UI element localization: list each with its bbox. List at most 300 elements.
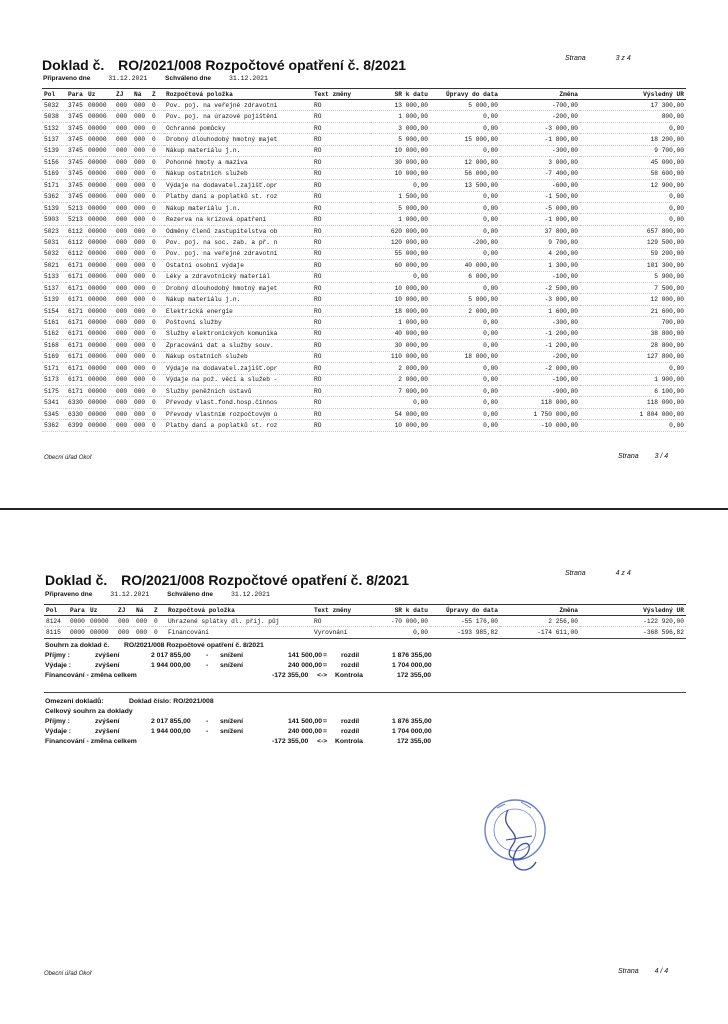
table-cell: 0,00	[430, 340, 500, 351]
table-cell: 000	[114, 374, 132, 385]
table-cell: 0	[150, 363, 164, 374]
table-cell: 00000	[86, 397, 114, 408]
table-cell: RO	[312, 122, 370, 133]
table-cell: 000	[114, 294, 132, 305]
table-cell: 6171	[66, 260, 86, 271]
table-cell: 3745	[66, 145, 86, 156]
table-cell: 00000	[86, 100, 114, 111]
table-cell: 1 500,00	[370, 191, 430, 202]
table-cell: -10 000,00	[500, 420, 580, 431]
table-row	[42, 168, 686, 179]
table-cell: Drobný dlouhodobý hmotný majet	[164, 134, 312, 145]
table-cell: 000	[132, 317, 150, 328]
table-cell: 000	[114, 145, 132, 156]
table-row	[42, 111, 686, 122]
table-cell: RO	[312, 248, 370, 259]
table-cell: 54 000,00	[370, 408, 430, 419]
table-cell: 000	[132, 385, 150, 396]
table-cell: Nákup ostatních služeb	[164, 168, 312, 179]
table-cell: 0	[150, 145, 164, 156]
table-cell: Drobný dlouhodobý hmotný majet	[164, 283, 312, 294]
table-cell: 000	[132, 214, 150, 225]
table-cell: 5903	[42, 214, 66, 225]
table-cell: 0	[150, 168, 164, 179]
table-cell: 5171	[42, 180, 66, 191]
table-cell: Uhrazené splátky dl. přij. půj	[166, 616, 312, 627]
table-cell: 6171	[66, 328, 86, 339]
table-cell: 000	[132, 363, 150, 374]
table-cell: 00000	[86, 283, 114, 294]
table-cell: 15 000,00	[430, 134, 500, 145]
table-cell: 620 000,00	[370, 225, 430, 236]
table-cell: Výdaje na pož. věcí a služeb -	[164, 374, 312, 385]
table-cell: 00000	[86, 305, 114, 316]
table-cell: 37 800,00	[500, 225, 580, 236]
table-cell: 000	[132, 351, 150, 362]
table-cell: RO	[312, 214, 370, 225]
table-cell: 000	[114, 225, 132, 236]
table-row	[42, 351, 686, 362]
document-title	[42, 57, 406, 73]
table-cell: -200,00	[500, 111, 580, 122]
table-cell: RO	[312, 374, 370, 385]
table-cell: RO	[312, 363, 370, 374]
title-number: RO/2021/008 Rozpočtové opatření č. 8/2021	[121, 572, 410, 588]
table-cell: 118 000,00	[580, 397, 686, 408]
table-cell: -55 176,00	[430, 616, 500, 627]
table-cell: 5154	[42, 305, 66, 316]
column-header: SR k datu	[370, 605, 430, 616]
table-cell: 6399	[66, 420, 86, 431]
table-cell: 00000	[86, 351, 114, 362]
table-cell: 1 000,00	[370, 111, 430, 122]
table-cell: 000	[114, 248, 132, 259]
table-cell: Nákup materiálu j.n.	[164, 202, 312, 213]
approved-label: Schváleno dne	[165, 75, 212, 82]
column-header: Z	[150, 89, 164, 100]
table-cell: 0,00	[430, 317, 500, 328]
table-cell: Výdaje na dodavatel.zajišť.opr	[164, 363, 312, 374]
table-cell: -70 000,00	[370, 616, 430, 627]
table-cell: 30 000,00	[370, 157, 430, 168]
table-cell: 0000	[68, 627, 88, 638]
table-cell: 00000	[88, 627, 116, 638]
table-cell: 30 000,00	[370, 340, 430, 351]
table-cell: 1 804 000,00	[580, 408, 686, 419]
table-cell: 1 000,00	[370, 317, 430, 328]
table-cell: 5362	[42, 191, 66, 202]
table-cell: 0,00	[430, 214, 500, 225]
table-cell: 4 200,00	[500, 248, 580, 259]
table-cell: 000	[132, 420, 150, 431]
table-cell: RO	[312, 385, 370, 396]
table-cell: 0	[150, 305, 164, 316]
table-cell: 5032	[42, 100, 66, 111]
table-cell: 5213	[66, 202, 86, 213]
table-cell: 5038	[42, 111, 66, 122]
table-cell: 700,00	[580, 317, 686, 328]
table-cell: -3 000,00	[500, 122, 580, 133]
table-cell: 3745	[66, 180, 86, 191]
table-cell: 0	[150, 248, 164, 259]
table-cell: 000	[114, 111, 132, 122]
prepared-date: 31.12.2021	[110, 591, 150, 598]
table-cell: 6 100,00	[580, 385, 686, 396]
table-cell: Léky a zdravotnický materiál	[164, 271, 312, 282]
table-cell: Převody vlastním rozpočtovým ú	[164, 408, 312, 419]
table-cell: 0	[150, 397, 164, 408]
column-header: Úpravy do data	[430, 605, 500, 616]
table-cell: RO	[312, 100, 370, 111]
table-cell: 000	[132, 225, 150, 236]
table-cell: Platby daní a poplatků st. roz	[164, 420, 312, 431]
table-cell: 00000	[86, 134, 114, 145]
table-cell: 000	[114, 340, 132, 351]
page-indicator-top: Strana 3 z 4	[565, 55, 631, 62]
table-cell: Vyrovnání	[312, 627, 370, 638]
table-cell: 00000	[88, 616, 116, 627]
table-cell: Převody vlast.fond.hosp.činnos	[164, 397, 312, 408]
table-cell: Služby elektronických komunika	[164, 328, 312, 339]
table-cell: 0	[150, 340, 164, 351]
table-cell: 40 000,00	[430, 260, 500, 271]
table-cell: 00000	[86, 191, 114, 202]
table-cell: RO	[312, 237, 370, 248]
table-cell: 10 000,00	[370, 145, 430, 156]
table-cell: 6112	[66, 225, 86, 236]
table-cell: 5175	[42, 385, 66, 396]
table-cell: 13 500,00	[430, 180, 500, 191]
table-cell: -900,00	[500, 385, 580, 396]
column-header: SR k datu	[370, 89, 430, 100]
table-cell: -300,00	[500, 145, 580, 156]
table-cell: 5362	[42, 420, 66, 431]
table-cell: RO	[312, 168, 370, 179]
table-row	[42, 122, 686, 133]
table-cell: 6330	[66, 408, 86, 419]
table-cell: 5139	[42, 145, 66, 156]
footer-office: Obecní úřad Okoř	[44, 971, 92, 977]
table-cell: 000	[132, 157, 150, 168]
table-cell: 00000	[86, 340, 114, 351]
table-cell: 1 900,00	[580, 374, 686, 385]
table-cell: 000	[132, 397, 150, 408]
table-cell: 0	[150, 351, 164, 362]
title-prefix: Doklad č.	[42, 57, 105, 73]
table-cell: 10 000,00	[370, 420, 430, 431]
table-row	[42, 294, 686, 305]
table-cell: RO	[312, 408, 370, 419]
table-cell: 0	[150, 271, 164, 282]
table-cell: 000	[132, 122, 150, 133]
document-dates	[45, 591, 270, 598]
table-cell: 6 000,00	[430, 271, 500, 282]
table-cell: 2 256,00	[500, 616, 580, 627]
table-cell: RO	[312, 191, 370, 202]
table-cell: 5031	[42, 237, 66, 248]
table-cell: RO	[312, 351, 370, 362]
table-cell: 00000	[86, 363, 114, 374]
column-header: Ná	[132, 89, 150, 100]
table-cell: 00000	[86, 180, 114, 191]
table-bottom-rule	[44, 638, 686, 639]
table-cell: 000	[114, 100, 132, 111]
table-cell: 5021	[42, 260, 66, 271]
table-cell: 9 700,00	[500, 237, 580, 248]
table-cell: RO	[312, 420, 370, 431]
table-cell: 5032	[42, 248, 66, 259]
table-cell: 0	[150, 134, 164, 145]
table-cell: Elektrická energie	[164, 305, 312, 316]
approved-date: 31.12.2021	[228, 75, 268, 82]
table-cell: 1 000,00	[370, 214, 430, 225]
page-indicator-top: Strana 4 z 4	[565, 570, 631, 577]
omezeni-label: Omezení dokladů:	[45, 698, 104, 705]
table-cell: 0	[150, 374, 164, 385]
table-cell: -5 000,00	[500, 202, 580, 213]
table-cell: 0	[150, 260, 164, 271]
table-cell: 5341	[42, 397, 66, 408]
table-cell: 13 000,00	[370, 100, 430, 111]
table-cell: 800,00	[580, 111, 686, 122]
table-cell: 000	[132, 248, 150, 259]
table-cell: 0	[150, 283, 164, 294]
table-cell: 129 500,00	[580, 237, 686, 248]
approved-date: 31.12.2021	[230, 591, 270, 598]
document-summary: Souhrn za doklad č. RO/2021/008 Rozpočtové opatření č. 8/2021 Příjmy : zvýšení 2 017 855,00 - snížení 141 500,00 = rozdíl 1 876 355,00 Výdaje : zvýšení 1 944 000,00 - snížení 240 000,00 = rozdíl 1 704 000,00 Financování - změna celkem -172 355,00 <-> Kontrola 172 355,00	[45, 642, 432, 679]
table-cell: 0	[150, 180, 164, 191]
table-cell: 00000	[86, 157, 114, 168]
table-cell: RO	[312, 328, 370, 339]
column-header: Ná	[134, 605, 152, 616]
table-cell: 0	[150, 317, 164, 328]
column-header: Pol	[44, 605, 68, 616]
table-cell: Poštovní služby	[164, 317, 312, 328]
table-cell: 0000	[68, 616, 88, 627]
table-cell: 000	[132, 374, 150, 385]
table-cell: 000	[114, 317, 132, 328]
table-cell: -1 200,00	[500, 328, 580, 339]
table-cell: 000	[132, 202, 150, 213]
table-cell: 0,00	[430, 191, 500, 202]
table-cell: 657 800,00	[580, 225, 686, 236]
table-cell: Pohonné hmoty a maziva	[164, 157, 312, 168]
table-cell: 00000	[86, 328, 114, 339]
prepared-label: Připraveno dne	[43, 75, 91, 82]
table-cell: 5 000,00	[370, 134, 430, 145]
table-cell: 0,00	[430, 385, 500, 396]
table-cell: 000	[114, 385, 132, 396]
table-cell: 6171	[66, 351, 86, 362]
table-cell: Nákup ostatních služeb	[164, 351, 312, 362]
column-header: Úpravy do data	[430, 89, 500, 100]
table-cell: -1 200,00	[500, 340, 580, 351]
column-header: Změna	[500, 605, 580, 616]
table-cell: 9 700,00	[580, 145, 686, 156]
table-cell: Výdaje na dodavatel.zajišť.opr	[164, 180, 312, 191]
signature	[488, 800, 548, 880]
table-cell: 3745	[66, 157, 86, 168]
table-cell: 000	[132, 100, 150, 111]
column-header: Text změny	[312, 89, 370, 100]
table-cell: 0,00	[430, 145, 500, 156]
table-cell: 000	[114, 214, 132, 225]
table-cell: 0	[150, 385, 164, 396]
table-cell: -368 596,82	[580, 627, 686, 638]
table-cell: 5137	[42, 283, 66, 294]
table-cell: 6171	[66, 385, 86, 396]
column-header: ZJ	[114, 89, 132, 100]
table-cell: RO	[312, 294, 370, 305]
table-cell: 0	[152, 627, 166, 638]
table-cell: 0,00	[580, 214, 686, 225]
table-cell: 5345	[42, 408, 66, 419]
table-cell: 3745	[66, 191, 86, 202]
table-cell: Nákup materiálu j.n.	[164, 145, 312, 156]
table-cell: Pov. poj. na úrazové pojištění	[164, 111, 312, 122]
table-cell: 00000	[86, 294, 114, 305]
table-cell: 0	[150, 214, 164, 225]
table-cell: Zpracování dat a služby souv.	[164, 340, 312, 351]
table-header	[42, 89, 686, 100]
column-header: Text změny	[312, 605, 370, 616]
table-cell: 0	[150, 100, 164, 111]
table-cell: -174 611,00	[500, 627, 580, 638]
table-cell: 6171	[66, 363, 86, 374]
table-cell: 000	[132, 305, 150, 316]
table-cell: -7 400,00	[500, 168, 580, 179]
table-cell: 2 000,00	[370, 374, 430, 385]
table-cell: 00000	[86, 374, 114, 385]
table-row	[44, 616, 686, 627]
document-title	[45, 572, 409, 588]
table-row	[42, 328, 686, 339]
table-cell: 000	[132, 294, 150, 305]
table-cell: 0,00	[430, 202, 500, 213]
table-cell: 00000	[86, 202, 114, 213]
table-row	[42, 363, 686, 374]
table-cell: -2 500,00	[500, 283, 580, 294]
table-cell: Ostatní osobní výdaje	[164, 260, 312, 271]
table-cell: 6171	[66, 340, 86, 351]
table-row	[42, 145, 686, 156]
table-cell: 3745	[66, 122, 86, 133]
table-cell: 00000	[86, 420, 114, 431]
table-row	[42, 134, 686, 145]
table-cell: 5 000,00	[430, 294, 500, 305]
table-cell: 000	[114, 397, 132, 408]
table-cell: 0	[150, 122, 164, 133]
table-cell: 10 000,00	[370, 168, 430, 179]
table-cell: 12 000,00	[430, 157, 500, 168]
overall-summary: Omezení dokladů: Doklad číslo: RO/2021/008 Celkový souhrn za doklady Příjmy : zvýšení 2 017 855,00 - snížení 141 500,00 = rozdíl 1 876 355,00 Výdaje : zvýšení 1 944 000,00 - snížení 240 000,00 = rozdíl 1 704 000,00 Financování - změna celkem -172 355,00 <-> Kontrola 172 355,00	[45, 698, 432, 745]
table-cell: 118 000,00	[500, 397, 580, 408]
table-cell: 00000	[86, 248, 114, 259]
table-row	[42, 202, 686, 213]
table-cell: 5139	[42, 202, 66, 213]
table-cell: 000	[114, 191, 132, 202]
table-cell: 000	[114, 271, 132, 282]
table-cell: 0,00	[430, 374, 500, 385]
table-cell: 0	[150, 328, 164, 339]
table-cell: 000	[132, 340, 150, 351]
table-cell: 000	[114, 134, 132, 145]
table-cell: 5133	[42, 271, 66, 282]
table-cell: 5 000,00	[430, 100, 500, 111]
table-cell: 5132	[42, 122, 66, 133]
table-cell: Odměny členů zastupitelstva ob	[164, 225, 312, 236]
table-header	[44, 605, 686, 616]
table-row	[44, 627, 686, 638]
table-cell: 000	[114, 260, 132, 271]
table-cell: 00000	[86, 214, 114, 225]
table-row	[42, 408, 686, 419]
table-cell: RO	[312, 145, 370, 156]
table-cell: 0	[150, 237, 164, 248]
table-cell: 0,00	[580, 191, 686, 202]
table-cell: 6171	[66, 294, 86, 305]
table-cell: RO	[312, 283, 370, 294]
table-cell: -193 985,82	[430, 627, 500, 638]
table-cell: 000	[114, 408, 132, 419]
table-cell: 000	[132, 237, 150, 248]
summary-rule	[44, 692, 686, 693]
table-cell: 0,00	[430, 225, 500, 236]
column-header: Para	[68, 605, 88, 616]
table-cell: -1 800,00	[500, 134, 580, 145]
table-cell: 00000	[86, 111, 114, 122]
table-cell: 18 000,00	[430, 351, 500, 362]
table-cell: RO	[312, 271, 370, 282]
table-cell: 000	[132, 134, 150, 145]
table-cell: 1 300,00	[500, 260, 580, 271]
table-cell: 00000	[86, 271, 114, 282]
table-cell: 5 900,00	[580, 271, 686, 282]
table-cell: 0	[150, 225, 164, 236]
table-cell: Pov. poj. na veřejné zdravotní	[164, 248, 312, 259]
table-cell: -300,00	[500, 317, 580, 328]
table-cell: 5162	[42, 328, 66, 339]
table-cell: 0,00	[370, 180, 430, 191]
table-cell: 000	[114, 157, 132, 168]
table-row	[42, 397, 686, 408]
table-cell: 18 000,00	[370, 305, 430, 316]
table-row	[42, 237, 686, 248]
table-cell: 5213	[66, 214, 86, 225]
table-cell: 101 300,00	[580, 260, 686, 271]
table-cell: 60 000,00	[370, 260, 430, 271]
approved-label: Schváleno dne	[167, 591, 214, 598]
table-cell: 00000	[86, 237, 114, 248]
table-cell: 00000	[86, 260, 114, 271]
table-cell: 5169	[42, 168, 66, 179]
table-cell: Financování	[166, 627, 312, 638]
table-cell: 0,00	[580, 202, 686, 213]
table-cell: 5169	[42, 351, 66, 362]
table-cell: 8124	[44, 616, 68, 627]
table-cell: -3 000,00	[500, 294, 580, 305]
prepared-label: Připraveno dne	[45, 591, 93, 598]
summary-header-doc: RO/2021/008 Rozpočtové opatření č. 8/2021	[124, 642, 264, 649]
table-row	[42, 385, 686, 396]
table-row	[42, 305, 686, 316]
table-cell: 7 500,00	[580, 283, 686, 294]
table-cell: 5168	[42, 340, 66, 351]
table-cell: 59 200,00	[580, 248, 686, 259]
table-cell: 000	[132, 260, 150, 271]
table-cell: 3745	[66, 134, 86, 145]
footer-office: Obecní úřad Okoř	[44, 455, 92, 461]
